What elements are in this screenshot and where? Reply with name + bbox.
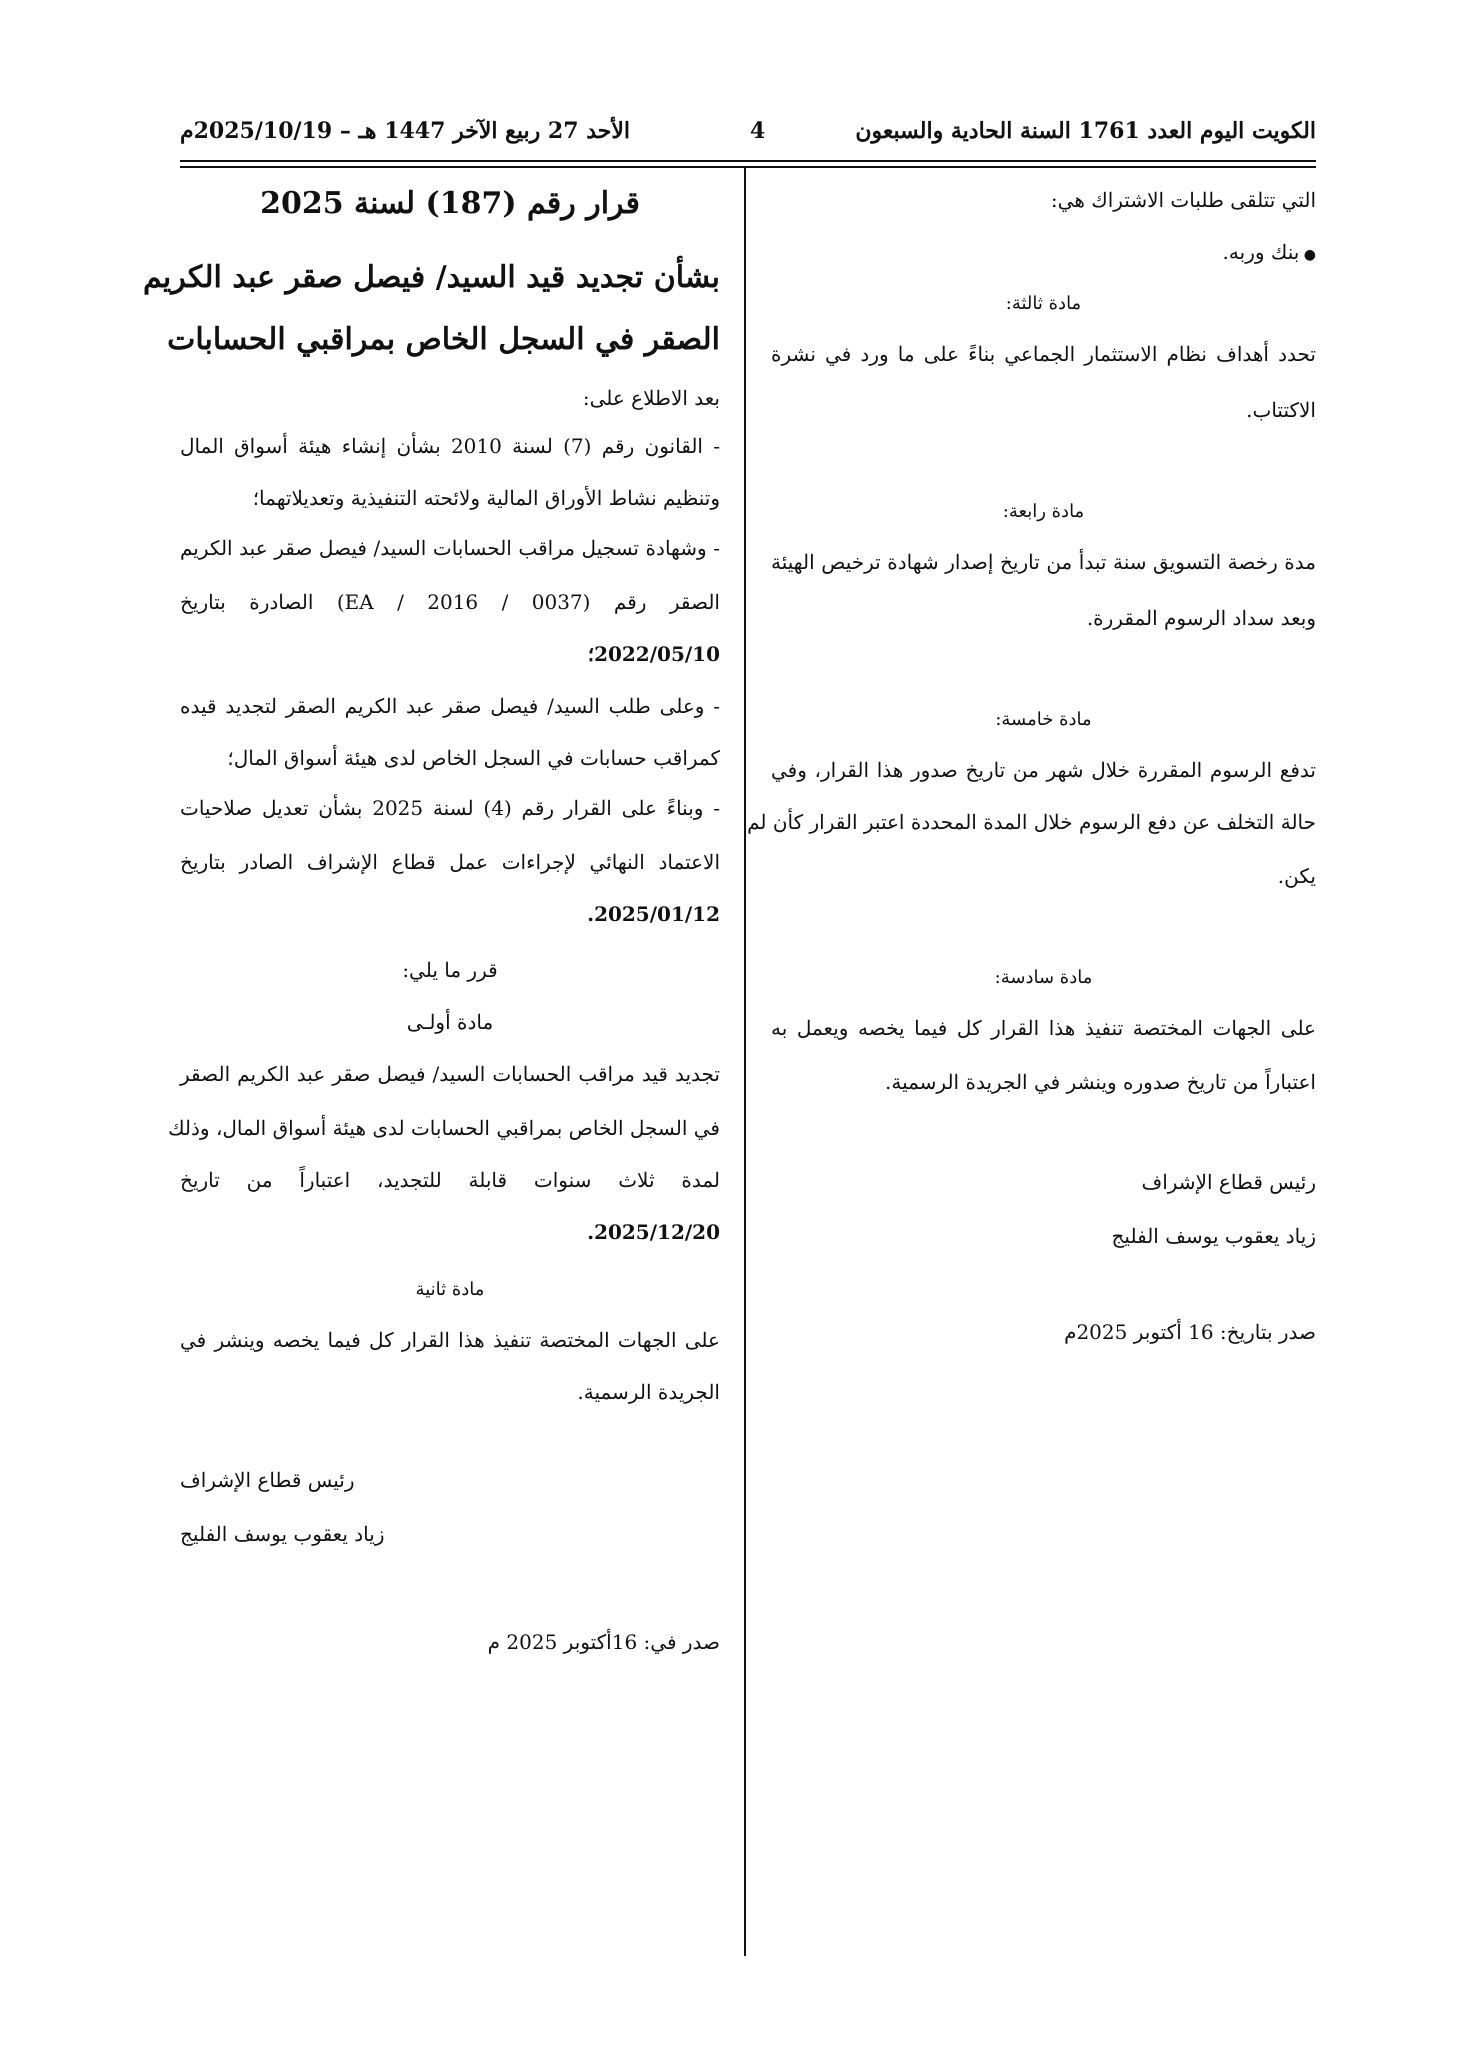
- article3-line2: الاكتتاب.: [1246, 398, 1316, 422]
- article1-heading: مادة أولـى: [406, 1010, 494, 1034]
- article4-line1: مدة رخصة التسويق سنة تبدأ من تاريخ إصدار شهادة ترخيص الهيئة: [771, 550, 1316, 574]
- recital-line: الصقر رقم (EA / 2016 / 0037) الصادرة بتاريخ: [180, 590, 720, 614]
- article5-heading: مادة خامسة:: [995, 709, 1092, 730]
- decision-subtitle-line1: بشأن تجديد قيد السيد/ فيصل صقر عبد الكريم: [142, 260, 720, 295]
- article2-heading: مادة ثانية: [415, 1279, 485, 1300]
- decision-title: قرار رقم (187) لسنة 2025: [260, 186, 640, 221]
- recital-line: 2025/01/12.: [587, 902, 720, 926]
- decision-subtitle-line2: الصقر في السجل الخاص بمراقبي الحسابات: [167, 322, 720, 357]
- recital-line: - وعلى طلب السيد/ فيصل صقر عبد الكريم الصقر لتجديد قيده: [180, 694, 720, 718]
- header-date: الأحد 27 ربيع الآخر 1447 هـ – 2025/10/19م: [180, 118, 630, 144]
- article5-line3: يكن.: [1277, 864, 1316, 888]
- article3-line1: تحدد أهداف نظام الاستثمار الجماعي بناءً على ما ورد في نشرة: [771, 342, 1316, 366]
- signatory-title: رئيس قطاع الإشراف: [1141, 1170, 1316, 1194]
- issue-date: صدر في: 16أكتوبر 2025 م: [487, 1630, 720, 1654]
- signatory-name: زياد يعقوب يوسف الفليج: [180, 1522, 385, 1546]
- article1-line3: لمدة ثلاث سنوات قابلة للتجديد، اعتباراً من تاريخ: [180, 1168, 720, 1192]
- decided-heading: قرر ما يلي:: [402, 958, 498, 982]
- signatory-title: رئيس قطاع الإشراف: [180, 1468, 355, 1492]
- article4-line2: وبعد سداد الرسوم المقررة.: [1086, 606, 1316, 630]
- article3-heading: مادة ثالثة:: [1005, 293, 1082, 314]
- issue-date: صدر بتاريخ: 16 أكتوبر 2025م: [1064, 1320, 1316, 1344]
- article2-line2: الجريدة الرسمية.: [577, 1380, 720, 1404]
- subscription-intro: التي تتلقى طلبات الاشتراك هي:: [1050, 188, 1316, 212]
- recital-line: وتنظيم نشاط الأوراق المالية ولائحته التنفيذية وتعديلاتهما؛: [252, 486, 720, 510]
- page-number: 4: [750, 118, 766, 144]
- article6-line1: على الجهات المختصة تنفيذ هذا القرار كل فيما يخصه ويعمل به: [771, 1016, 1316, 1040]
- article1-line4: 2025/12/20.: [587, 1220, 720, 1244]
- article1-line1: تجديد قيد مراقب الحسابات السيد/ فيصل صقر عبد الكريم الصقر: [180, 1062, 720, 1086]
- article1-line2: في السجل الخاص بمراقبي الحسابات لدى هيئة أسواق المال، وذلك: [168, 1116, 720, 1140]
- article5-line2: حالة التخلف عن دفع الرسوم خلال المدة المحددة اعتبر القرار كأن لم: [747, 810, 1316, 834]
- header-issue-info: الكويت اليوم العدد 1761 السنة الحادية والسبعون: [855, 118, 1316, 144]
- article4-heading: مادة رابعة:: [1002, 501, 1085, 522]
- preamble: بعد الاطلاع على:: [582, 386, 720, 410]
- recital-line: - وبناءً على القرار رقم (4) لسنة 2025 بشأن تعديل صلاحيات: [180, 796, 720, 820]
- header-rule-top: [180, 160, 1316, 162]
- header-rule-bottom: [180, 166, 1316, 168]
- article6-line2: اعتباراً من تاريخ صدوره وينشر في الجريدة الرسمية.: [884, 1070, 1316, 1094]
- recital-line: - وشهادة تسجيل مراقب الحسابات السيد/ فيصل صقر عبد الكريم: [180, 536, 720, 560]
- recital-line: الاعتماد النهائي لإجراءات عمل قطاع الإشراف الصادر بتاريخ: [180, 850, 720, 874]
- bank-bullet: ● بنك وربه.: [771, 238, 1316, 269]
- page-header: [180, 112, 1316, 156]
- recital-line: 2022/05/10؛: [587, 642, 720, 666]
- article5-line1: تدفع الرسوم المقررة خلال شهر من تاريخ صدور هذا القرار، وفي: [771, 758, 1316, 782]
- column-divider: [744, 166, 746, 1956]
- signatory-name: زياد يعقوب يوسف الفليج: [1111, 1224, 1316, 1248]
- article6-heading: مادة سادسة:: [994, 967, 1093, 988]
- article2-line1: على الجهات المختصة تنفيذ هذا القرار كل فيما يخصه وينشر في: [180, 1328, 720, 1352]
- recital-line: - القانون رقم (7) لسنة 2010 بشأن إنشاء هيئة أسواق المال: [180, 434, 721, 458]
- recital-line: كمراقب حسابات في السجل الخاص لدى هيئة أسواق المال؛: [227, 746, 720, 770]
